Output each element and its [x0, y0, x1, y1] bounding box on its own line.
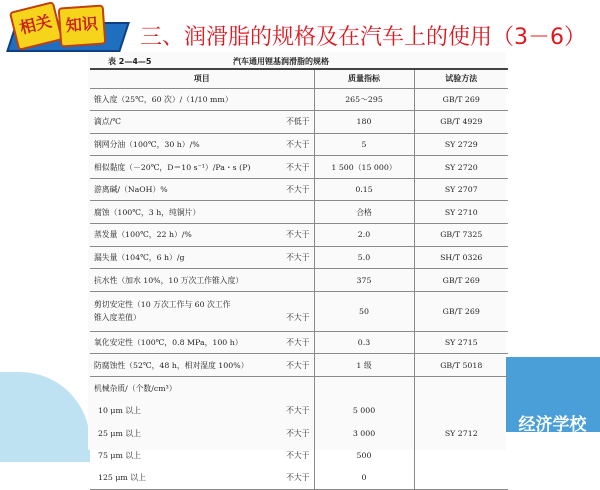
- item-text: 75 μm 以上: [98, 451, 141, 461]
- row-method: GB/T 4929: [414, 111, 508, 134]
- item-text: 锥入度（25℃，60 次）/（1/10 mm）: [94, 94, 233, 104]
- spec-table: [90, 68, 508, 490]
- condition-text: 不大于: [286, 313, 310, 323]
- table-row: [90, 354, 508, 377]
- row-value: 180: [314, 111, 414, 134]
- item-text: 蒸发量（100℃，22 h）/%: [94, 230, 192, 240]
- table-row: [90, 291, 508, 331]
- item-text: 腐蚀（100℃，3 h，纯铜片）: [94, 207, 201, 217]
- item-text: 25 μm 以上: [98, 428, 141, 438]
- table-row-impurity-heading: [90, 377, 508, 400]
- condition-text: 不大于: [286, 139, 310, 149]
- table-row: [90, 331, 508, 354]
- row-value: 375: [314, 269, 414, 292]
- row-value: 1 500（15 000）: [314, 156, 414, 179]
- table-row: [90, 156, 508, 179]
- page-title: 三、润滑脂的规格及在汽车上的使用（3－6）: [140, 25, 586, 50]
- row-method: SY 2720: [414, 156, 508, 179]
- table-row: [90, 88, 508, 111]
- row-value: 5 000: [314, 399, 414, 422]
- item-text: 滴点/℃: [94, 117, 121, 127]
- row-method: GB/T 5018: [414, 354, 508, 377]
- row-method: SH/T 0326: [414, 246, 508, 269]
- row-item: [90, 201, 314, 224]
- condition-text: 不大于: [286, 185, 310, 195]
- row-method: GB/T 269: [414, 291, 508, 331]
- condition-text: 不大于: [286, 451, 310, 461]
- row-value: 5.0: [314, 246, 414, 269]
- row-value: 0.15: [314, 178, 414, 201]
- condition-text: 不大于: [286, 360, 310, 370]
- row-method: SY 2715: [414, 331, 508, 354]
- row-item: [90, 444, 314, 467]
- row-item: [90, 467, 314, 490]
- row-method: SY 2707: [414, 178, 508, 201]
- row-item: [90, 156, 314, 179]
- item-text: 防腐蚀性（52℃，48 h，相对湿度 100%）: [94, 360, 249, 370]
- row-method: SY 2729: [414, 133, 508, 156]
- item-text-line2: 锥入度差值）: [94, 313, 141, 323]
- related-knowledge-badge: [5, 6, 125, 46]
- table-row: [90, 201, 508, 224]
- impurity-heading: 机械杂质/（个数/cm³）: [94, 383, 177, 393]
- badge-tag-related: 相关: [9, 1, 63, 51]
- row-method: SY 2710: [414, 201, 508, 224]
- row-item: [90, 331, 314, 354]
- condition-text: 不低于: [286, 117, 310, 127]
- header-method: 试验方法: [414, 69, 508, 88]
- row-method: GB/T 7325: [414, 224, 508, 247]
- row-value: 0.3: [314, 331, 414, 354]
- school-label: 经济学校: [518, 415, 587, 435]
- item-text: 钢网分油（100℃，30 h）/%: [94, 139, 200, 149]
- row-method: GB/T 269: [414, 269, 508, 292]
- item-text: 125 μm 以上: [98, 473, 146, 483]
- table-row: [90, 246, 508, 269]
- row-item: [90, 354, 314, 377]
- item-text: 10 μm 以上: [98, 405, 141, 415]
- item-text: 氧化安定性（100℃，0.8 MPa，100 h）: [94, 338, 243, 348]
- item-text: 游离碱/（NaOH）%: [94, 185, 168, 195]
- row-value: 2.0: [314, 224, 414, 247]
- badge-tag-knowledge: 知识: [58, 4, 107, 47]
- condition-text: 不大于: [286, 473, 310, 483]
- row-item: [90, 224, 314, 247]
- row-item: [90, 88, 314, 111]
- condition-text: 不大于: [286, 230, 310, 240]
- row-method: GB/T 269: [414, 88, 508, 111]
- row-value: 5: [314, 133, 414, 156]
- condition-text: 不大于: [286, 428, 310, 438]
- row-value: 1 级: [314, 354, 414, 377]
- row-value: 265～295: [314, 88, 414, 111]
- table-row: [90, 133, 508, 156]
- table-header-row: [90, 69, 508, 88]
- row-value: 50: [314, 291, 414, 331]
- impurity-method: SY 2712: [414, 377, 508, 490]
- row-item: [90, 291, 314, 331]
- table-number: 表 2—4—5: [108, 57, 152, 66]
- row-value: 500: [314, 444, 414, 467]
- row-item: [90, 111, 314, 134]
- row-item: [90, 399, 314, 422]
- condition-text: 不大于: [286, 405, 310, 415]
- table-row: [90, 224, 508, 247]
- decorative-wave-left: [0, 372, 90, 462]
- table-row: [90, 178, 508, 201]
- condition-text: 不大于: [286, 252, 310, 262]
- header-item: 项目: [90, 69, 314, 88]
- table-row: [90, 111, 508, 134]
- row-item: [90, 269, 314, 292]
- row-value: 3 000: [314, 422, 414, 445]
- header-value: 质量指标: [314, 69, 414, 88]
- table-row: [90, 269, 508, 292]
- row-value: 0: [314, 467, 414, 490]
- item-text: 相似黏度（－20℃，D＝10 s⁻¹）/Pa・s (P): [94, 162, 251, 172]
- item-text: 漏失量（104℃，6 h）/g: [94, 252, 185, 262]
- condition-text: 不大于: [286, 162, 310, 172]
- row-value: 合格: [314, 201, 414, 224]
- row-item: [90, 178, 314, 201]
- item-text-line1: 剪切安定性（10 万次工作与 60 次工作: [94, 300, 231, 310]
- item-text: 抗水性（加水 10%，10 万次工作锥入度）: [94, 275, 244, 285]
- condition-text: 不大于: [286, 338, 310, 348]
- row-item: [90, 422, 314, 445]
- row-item: [90, 133, 314, 156]
- row-item: [90, 246, 314, 269]
- table-title: 汽车通用锂基润滑脂的规格: [233, 57, 329, 66]
